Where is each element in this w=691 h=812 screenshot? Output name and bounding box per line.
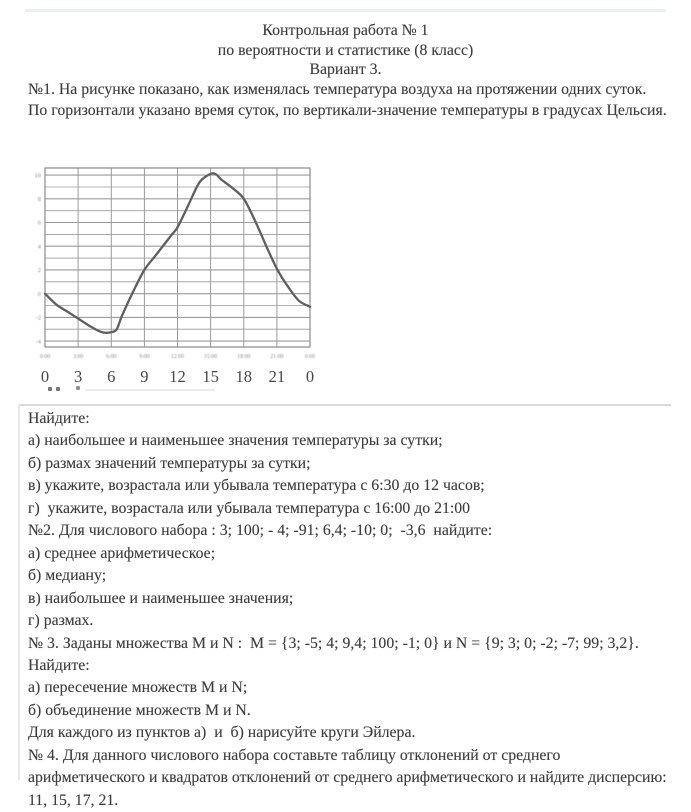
top-divider <box>25 9 666 12</box>
svg-text:0: 0 <box>37 290 41 298</box>
svg-text:-2: -2 <box>35 314 41 322</box>
task2-v: в) наибольшее и наименьшее значения; <box>28 589 294 607</box>
svg-text:3: 3 <box>73 367 83 386</box>
svg-text:21:00: 21:00 <box>270 354 284 360</box>
problem4-text: № 4. Для данного числового набора составьте таблицу отклонений от среднего арифметического и квадратов отклонений от среднего арифметического и найдите дисперсию: 11, 15, 17, 21. <box>28 746 675 809</box>
task3-euler-note: Для каждого из пунктов а) и б) нарисуйте круги Эйлера. <box>28 724 416 742</box>
section-divider <box>20 404 671 406</box>
title-line-3: Вариант 3. <box>309 61 382 79</box>
svg-text:6: 6 <box>37 219 41 227</box>
task3-b: б) объединение множеств М и N. <box>28 701 251 719</box>
find-intro: Найдите: <box>28 410 90 427</box>
problem1-text: №1. На рисунке показано, как изменялась температура воздуха на протяжении одних суток. По горизонтали указано время суток, по вертикали-значение температуры в градусах Цельсия. <box>28 81 667 119</box>
scan-artifact-dash <box>85 389 215 391</box>
document-title <box>0 21 691 80</box>
task3-a: а) пересечение множеств М и N; <box>28 679 248 697</box>
svg-text:-4: -4 <box>35 338 41 346</box>
title-line-1: Контрольная работа № 1 <box>262 22 429 39</box>
temperature-chart-svg <box>28 158 328 393</box>
svg-text:0: 0 <box>40 367 50 386</box>
svg-text:12: 12 <box>169 367 186 386</box>
scan-artifact-marks <box>48 387 52 391</box>
svg-text:10: 10 <box>34 172 41 180</box>
problem3-intro: № 3. Заданы множества М и N : М = {3; -5; 4; 9,4; 100; -1; 0} и N = {9; 3; 0; -2; -7; 99; 3,2}. Найдите: <box>28 634 643 674</box>
task2-a: а) среднее арифметическое; <box>28 544 216 562</box>
task2-b: б) медиану; <box>28 567 107 585</box>
svg-text:0:00: 0:00 <box>304 354 316 360</box>
svg-text:18: 18 <box>235 367 253 386</box>
svg-text:15:00: 15:00 <box>203 354 218 360</box>
svg-text:6: 6 <box>107 367 116 386</box>
svg-text:0:00: 0:00 <box>39 354 51 360</box>
svg-text:2: 2 <box>37 267 41 275</box>
tasks-block <box>28 408 675 812</box>
svg-text:9:00: 9:00 <box>139 354 150 360</box>
svg-text:0: 0 <box>305 367 315 386</box>
task1-a: а) наибольшее и наименьшее значения температуры за сутки; <box>28 432 443 450</box>
task1-g: г) укажите, возрастала или убывала температура с 16:00 до 21:00 <box>28 499 471 517</box>
svg-text:21: 21 <box>268 367 286 386</box>
svg-text:12:00: 12:00 <box>170 354 185 360</box>
svg-text:18:00: 18:00 <box>237 354 251 360</box>
task1-v: в) укажите, возрастала или убывала температура с 6:30 до 12 часов; <box>28 477 485 495</box>
svg-text:9: 9 <box>140 367 149 386</box>
task1-b: б) размах значений температуры за сутки; <box>28 454 311 472</box>
svg-text:6:00: 6:00 <box>106 354 117 360</box>
problem2-intro: №2. Для числового набора : 3; 100; - 4; -91; 6,4; -10; 0; -3,6 найдите: <box>28 522 493 540</box>
svg-text:8: 8 <box>37 196 41 203</box>
svg-text:3:00: 3:00 <box>72 354 84 360</box>
svg-text:4: 4 <box>37 243 41 251</box>
svg-text:15: 15 <box>202 367 219 386</box>
page-edge <box>18 404 20 780</box>
task2-g: г) размах. <box>28 612 94 630</box>
temperature-chart <box>28 158 328 393</box>
title-line-2: по вероятности и статистике (8 класс) <box>217 41 474 59</box>
